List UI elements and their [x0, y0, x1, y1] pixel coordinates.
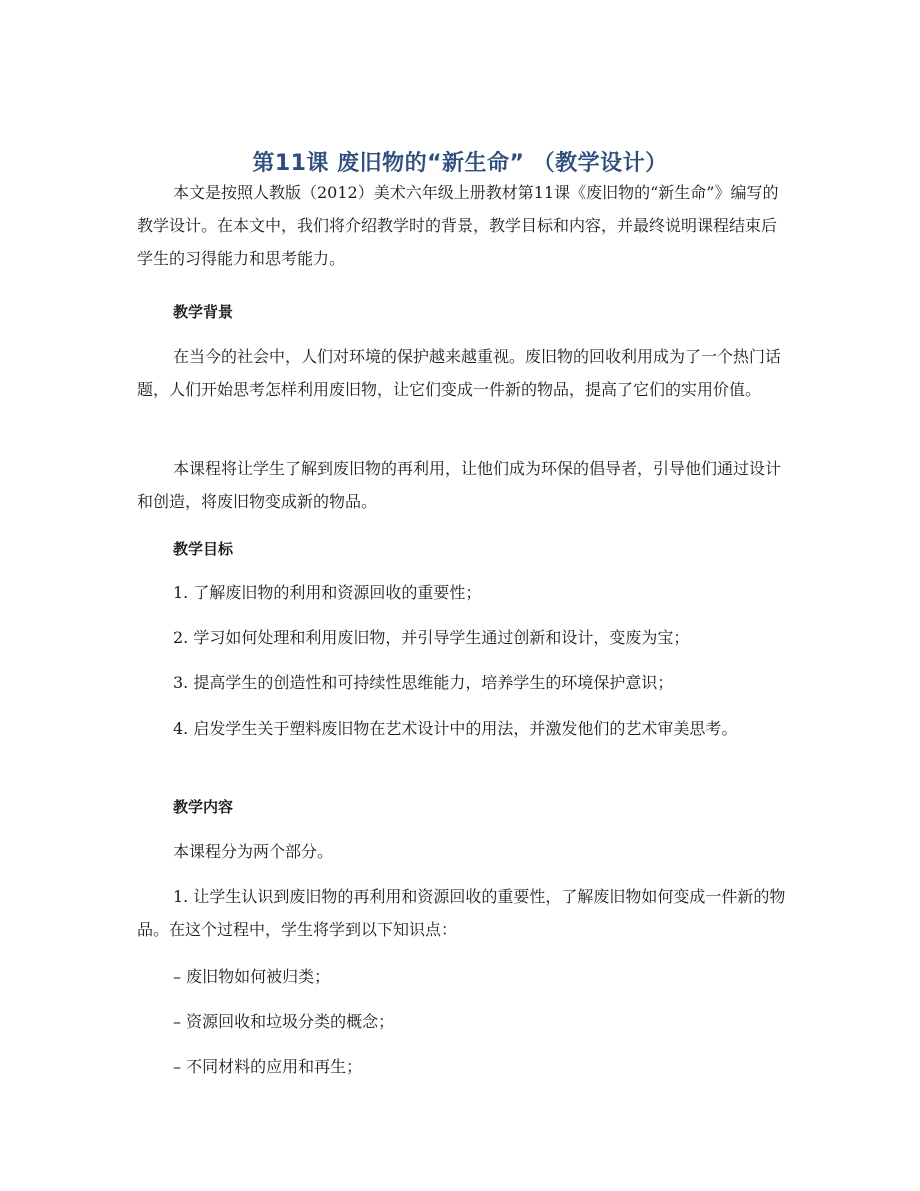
page-title: 第11课 废旧物的“新生命” （教学设计） — [252, 151, 668, 176]
goal-item-3: 3. 提高学生的创造性和可持续性思维能力，培养学生的环境保护意识； — [173, 673, 674, 692]
goal-item-4: 4. 启发学生关于塑料废旧物在艺术设计中的用法，并激发他们的艺术审美思考。 — [173, 719, 738, 738]
section-heading-goals: 教学目标 — [173, 540, 234, 558]
background-paragraph-1: 在当今的社会中，人们对环境的保护越来越重视。废旧物的回收利用成为了一个热门话题，人们开始思考怎样利用废旧物，让它们变成一件新的物品，提高了它们的实用价值。 — [137, 347, 782, 399]
background-paragraph-2: 本课程将让学生了解到废旧物的再利用，让他们成为环保的倡导者，引导他们通过设计和创造，将废旧物变成新的物品。 — [137, 459, 782, 511]
content-bullet-1: – 废旧物如何被归类； — [173, 967, 331, 986]
intro-paragraph: 本文是按照人教版（2012）美术六年级上册教材第11课《废旧物的“新生命”》编写的教学设计。在本文中，我们将介绍教学时的背景，教学目标和内容，并最终说明课程结束后学生的习得能力和思考能力。 — [137, 183, 779, 268]
section-heading-content: 教学内容 — [173, 798, 234, 816]
goal-item-1: 1. 了解废旧物的利用和资源回收的重要性； — [173, 583, 482, 602]
section-heading-background: 教学背景 — [173, 303, 234, 321]
content-bullet-3: – 不同材料的应用和再生； — [173, 1057, 363, 1076]
content-paragraph-2: 1. 让学生认识到废旧物的再利用和资源回收的重要性，了解废旧物如何变成一件新的物品。在这个过程中，学生将学到以下知识点： — [137, 887, 786, 939]
content-bullet-2: – 资源回收和垃圾分类的概念； — [173, 1012, 395, 1031]
goal-item-2: 2. 学习如何处理和利用废旧物，并引导学生通过创新和设计，变废为宝； — [173, 628, 690, 647]
content-paragraph-1: 本课程分为两个部分。 — [173, 842, 334, 861]
